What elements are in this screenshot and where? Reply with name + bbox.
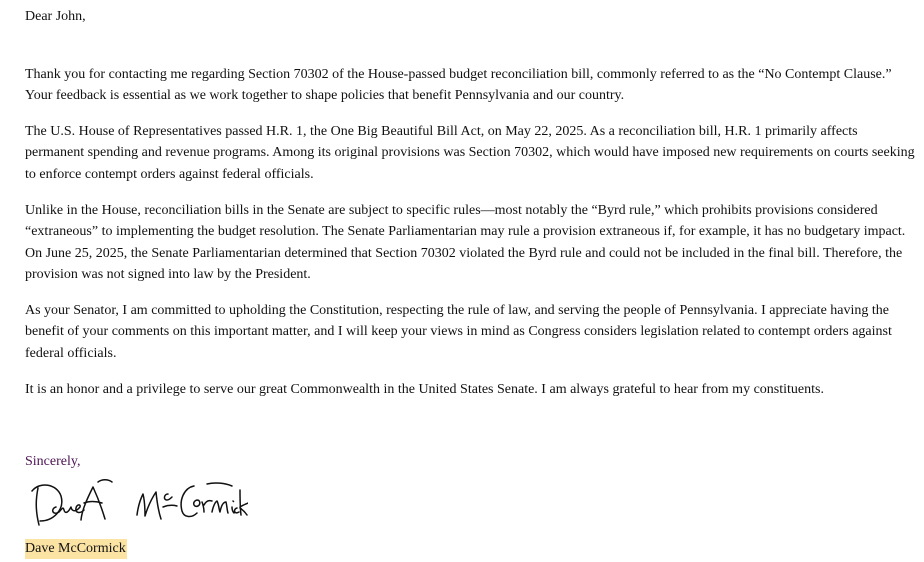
paragraph-1: Thank you for contacting me regarding Section 70302 of the House-passed budget reconciliation bill, commonly referred to as the “No Contempt Clause.” Your feedback is essential as we work together to shape policies that benefit Pennsylvania and our country. (25, 67, 892, 104)
greeting: Dear John, (25, 9, 86, 24)
paragraph-3: Unlike in the House, reconciliation bills in the Senate are subject to specific rules—most notably the “Byrd rule,” which prohibits provisions considered “extraneous” to implementing the budget resolution. The Senate Parliamentarian may rule a provision extraneous if, for example, it has no budgetary impact. On June 25, 2025, the Senate Parliamentarian determined that Section 70302 violated the Byrd rule and could not be included in the final bill. Therefore, the provision was not signed into law by the President. (25, 203, 906, 283)
signer-name: Dave McCormick (25, 539, 127, 559)
handwritten-signature (26, 476, 248, 532)
paragraph-5: It is an honor and a privilege to serve our great Commonwealth in the United States Senate. I am always grateful to hear from my constituents. (25, 382, 824, 397)
paragraph-4: As your Senator, I am committed to upholding the Constitution, respecting the rule of law, and serving the people of Pennsylvania. I appreciate having the benefit of your comments on this important matter, and I will keep your views in mind as Congress considers legislation related to contempt orders against federal officials. (25, 303, 892, 361)
closing-sincerely: Sincerely, (25, 454, 81, 469)
paragraph-2: The U.S. House of Representatives passed H.R. 1, the One Big Beautiful Bill Act, on May 22, 2025. As a reconciliation bill, H.R. 1 primarily affects permanent spending and revenue programs. Among its original provisions was Section 70302, which would have imposed new requirements on courts seeking to enforce contempt orders against federal officials. (25, 124, 915, 182)
